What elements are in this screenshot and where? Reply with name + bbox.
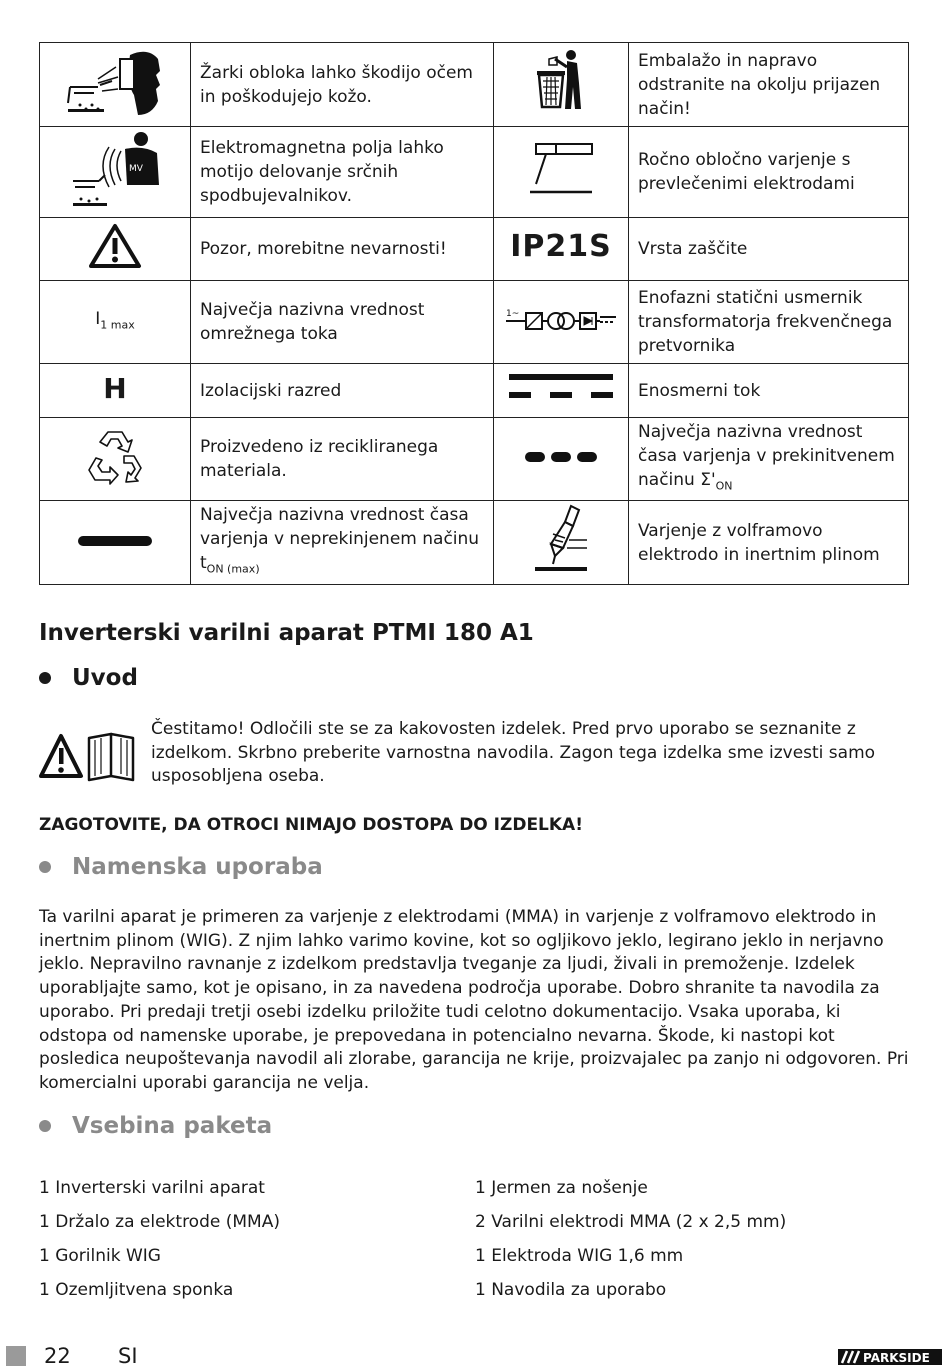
bullet-icon	[39, 1120, 51, 1132]
section-intro-heading	[39, 665, 138, 691]
arc-radiation-icon	[40, 43, 191, 127]
symbol-row	[40, 281, 909, 364]
list-item: 1 Gorilnik WIG	[39, 1246, 161, 1266]
symbol-desc: Varjenje z volframovo elektrodo in inertnim plinom	[629, 501, 909, 585]
ip-code: IP21S	[510, 229, 612, 264]
symbol-desc	[191, 501, 494, 585]
symbol-desc: Izolacijski razred	[191, 364, 494, 418]
list-item: 1 Držalo za elektrode (MMA)	[39, 1212, 280, 1232]
continuous-mode-icon	[40, 501, 191, 585]
desc-sub: ON	[715, 479, 733, 493]
current-symbol	[40, 281, 191, 364]
symbol-desc	[629, 418, 909, 501]
list-item: 1 Ozemljitvena sponka	[39, 1280, 234, 1300]
symbol-desc: Proizvedeno iz recikliranega materiala.	[191, 418, 494, 501]
product-title: Inverterski varilni aparat PTMI 180 A1	[39, 620, 534, 646]
insulation-class-symbol	[40, 364, 191, 418]
recycle-bin-icon	[494, 43, 629, 127]
package-list-left	[39, 1177, 280, 1313]
list-item: 1 Elektroda WIG 1,6 mm	[475, 1246, 684, 1266]
symbol-desc: Elektromagnetna polja lahko motijo delovanje srčnih spodbujevalnikov.	[191, 127, 494, 218]
symbol-desc: Enofazni statični usmernik transformatorja frekvenčnega pretvornika	[629, 281, 909, 364]
symbol-row	[40, 43, 909, 127]
symbol-desc: Enosmerni tok	[629, 364, 909, 418]
mv-label: MV	[129, 163, 143, 174]
symbol-row	[40, 501, 909, 585]
parkside-logo	[838, 1349, 942, 1365]
section-intended-use-heading	[39, 854, 323, 880]
symbol-desc: Vrsta zaščite	[629, 218, 909, 281]
symbol-desc: Pozor, morebitne nevarnosti!	[191, 218, 494, 281]
list-item: 2 Varilni elektrodi MMA (2 x 2,5 mm)	[475, 1212, 787, 1232]
desc-main: Največja nazivna vrednost časa varjenja v prekinitvenem načinu Σ'	[638, 421, 895, 490]
warning-manual-icon	[39, 732, 139, 782]
symbol-row	[40, 364, 909, 418]
symbol-desc: Ročno obločno varjenje s prevlečenimi elektrodami	[629, 127, 909, 218]
symbol-row	[40, 418, 909, 501]
intended-use-paragraph: Ta varilni aparat je primeren za varjenje z elektrodami (MMA) in varjenje z volframovo elektrodo in inertnim plinom (WIG). Z njim lahko varimo kovine, kot so ogljikovo jeklo, legirano jeklo in nerjavno jeklo. Nepravilno ravnanje z izdelkom predstavlja tveganje za ljudi, živali in premoženje. Izdelek uporabljajte samo, kot je opisano, in za navedena področja uporabe. Dobro shranite ta navodila za uporabo. Pri predaji tretji osebi izdelku priložite tudi celotno dokumentacijo. Vsaka uporaba, ki odstopa od namenske uporabe, je prepovedana in potencialno nevarna. Škode, ki nastopi kot posledica neupoštevanja navodil ali zlorabe, garancija ne krije, proizvajalec pa zanjo ni odgovoren. Pri komercialni uporabi garancija ne velja.	[39, 907, 909, 1093]
symbol-row	[40, 127, 909, 218]
svg-text:1~: 1~	[506, 308, 520, 319]
symbol-desc: Žarki obloka lahko škodijo očem in poškodujejo kožo.	[191, 43, 494, 127]
mma-electrode-icon	[494, 127, 629, 218]
children-warning: ZAGOTOVITE, DA OTROCI NIMAJO DOSTOPA DO IZDELKA!	[39, 815, 583, 835]
intermittent-mode-icon	[494, 418, 629, 501]
section-package-heading	[39, 1113, 272, 1139]
language-code: SI	[118, 1344, 138, 1368]
brand-text: PARKSIDE	[863, 1351, 930, 1365]
symbol-desc: Največja nazivna vrednost omrežnega toka	[191, 281, 494, 364]
warning-triangle-icon	[40, 218, 191, 281]
footer-marker	[6, 1346, 26, 1366]
intro-paragraph: Čestitamo! Odločili ste se za kakovosten izdelek. Pred prvo uporabo se seznanite z izdelkom. Skrbno preberite varnostna navodila. Zagon tega izdelka sme izvesti samo usposobljena oseba.	[151, 719, 876, 786]
tig-torch-icon	[494, 501, 629, 585]
list-item: 1 Jermen za nošenje	[475, 1178, 648, 1198]
symbol-desc: Embalažo in napravo odstranite na okolju prijazen način!	[629, 43, 909, 127]
i-symbol: I	[95, 308, 101, 329]
desc-main: Največja nazivna vrednost časa varjenja v neprekinjenem načinu t	[200, 505, 480, 574]
heading-text: Namenska uporaba	[72, 854, 323, 880]
symbol-row	[40, 218, 909, 281]
heading-text: Vsebina paketa	[72, 1113, 273, 1139]
i-symbol-sub: 1 max	[100, 318, 135, 332]
bullet-icon	[39, 861, 51, 873]
symbol-table	[39, 42, 909, 585]
ip-rating-symbol	[494, 218, 629, 281]
desc-sub: ON (max)	[206, 562, 260, 576]
recycling-icon	[40, 418, 191, 501]
h-symbol: H	[103, 371, 127, 405]
direct-current-icon	[494, 364, 629, 418]
list-item: 1 Navodila za uporabo	[475, 1280, 667, 1300]
list-item: 1 Inverterski varilni aparat	[39, 1178, 265, 1198]
bullet-icon	[39, 672, 51, 684]
inverter-transformer-icon	[494, 281, 629, 364]
page-number: 22	[44, 1344, 71, 1368]
package-list-right	[475, 1177, 786, 1313]
heading-text: Uvod	[72, 665, 138, 691]
electromagnetic-field-icon	[40, 127, 191, 218]
